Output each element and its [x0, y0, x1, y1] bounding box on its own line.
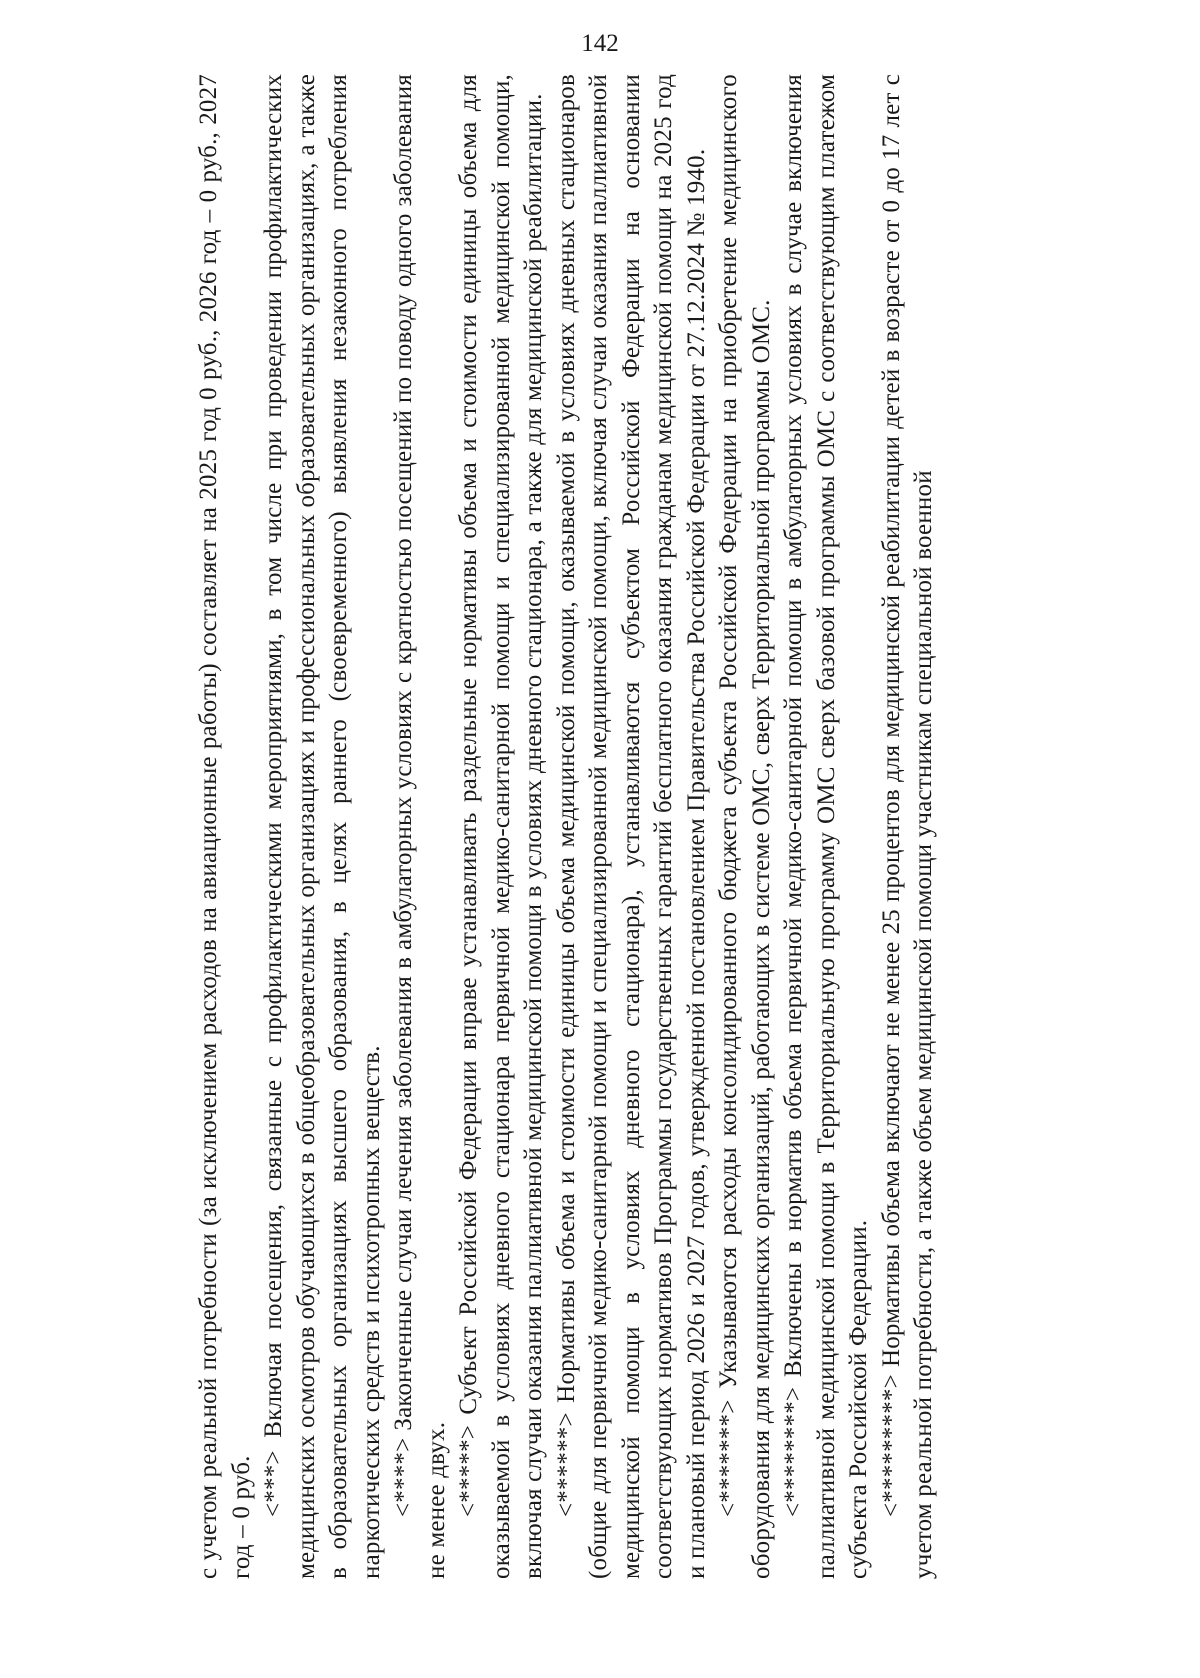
footnote-9-stars: <*********> Нормативы объема включают не менее 25 процентов для медицинской реабилитации детей в возрасте от 0 до 17 лет с учетом реальной потребности, а также объем медицинской помощи участникам специальной военной — [877, 74, 937, 1579]
footnote-4-stars: <****> Законченные случаи лечения заболевания в амбулаторных условиях с кратностью посещений по поводу одного заболевания не менее двух. — [390, 74, 450, 1579]
footnote-3-stars: <***> Включая посещения, связанные с профилактическими мероприятиями, в том числе при проведении профилактических медицинских осмотров обучающихся в общеобразовательных организациях и профессиональных образовательных организациях, а также в образовательных организациях высшего образования, в целях раннего (своевременного) выявления незаконного потребления наркотических средств и психотропных веществ. — [260, 74, 385, 1579]
footnote-continuation: с учетом реальной потребности (за исключением расходов на авиационные работы) составляет на 2025 год 0 руб., 2026 год – 0 руб., 2027 год – 0 руб. — [195, 74, 255, 1579]
footnote-5-stars: <*****> Субъект Российской Федерации вправе устанавливать раздельные нормативы объема и стоимости единицы объема для оказываемой в условиях дневного стационара первичной медико-санитарной помощи и специализированной медицинской помощи, включая случаи оказания паллиативной медицинской помощи в условиях дневного стационара, а также для медицинской реабилитации. — [455, 74, 547, 1579]
rotated-text-block — [193, 74, 1013, 1579]
page-number: 142 — [581, 30, 619, 57]
footnote-7-stars: <*******> Указываются расходы консолидированного бюджета субъекта Российской Федерации на приобретение медицинского оборудования для медицинских организаций, работающих в системе ОМС, сверх Территориальной программы ОМС. — [715, 74, 775, 1579]
footnote-8-stars: <********> Включены в норматив объема первичной медико-санитарной помощи в амбулаторных условиях в случае включения паллиативной медицинской помощи в Территориальную программу ОМС сверх базовой программы ОМС с соответствующим платежом субъекта Российской Федерации. — [780, 74, 872, 1579]
footnote-6-stars: <******> Нормативы объема и стоимости единицы объема медицинской помощи, оказываемой в условиях дневных стационаров (общие для первичной медико-санитарной помощи и специализированной медицинской помощи, включая случаи оказания паллиативной медицинской помощи в условиях дневного стационара), устанавливаются субъектом Российской Федерации на основании соответствующих нормативов Программы государственных гарантий бесплатного оказания гражданам медицинской помощи на 2025 год и плановый период 2026 и 2027 годов, утвержденной постановлением Правительства Российской Федерации от 27.12.2024 № 1940. — [552, 74, 710, 1579]
